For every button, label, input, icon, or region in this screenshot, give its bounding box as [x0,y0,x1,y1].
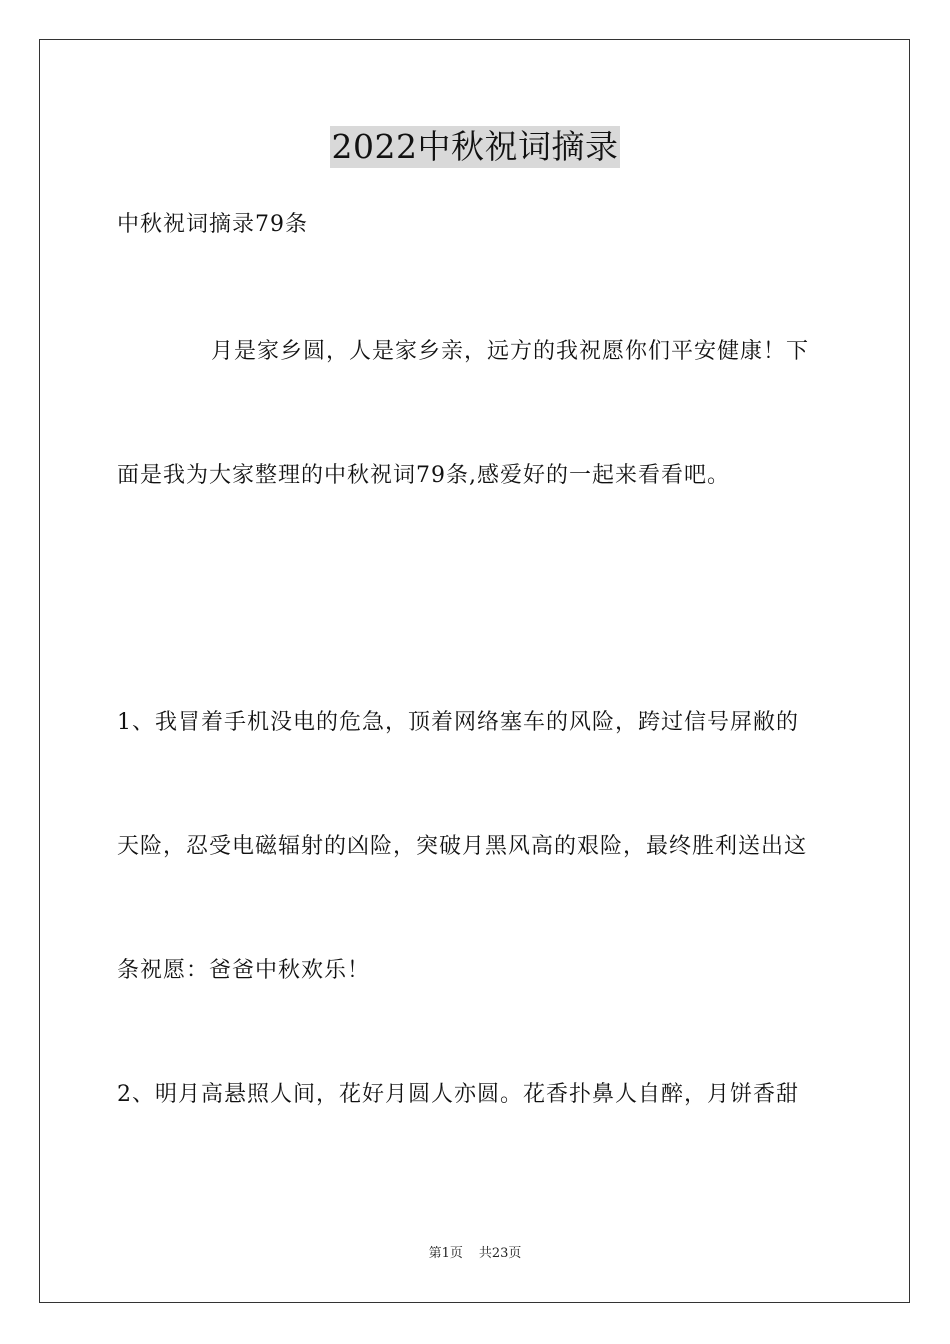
page-total: 共23页 [478,1246,522,1261]
document-subtitle: 中秋祝词摘录79条 [117,212,308,237]
paragraph-line: 1、我冒着手机没电的危急，顶着网络塞车的风险，跨过信号屏敝的 [117,710,799,735]
paragraph-line: 面是我为大家整理的中秋祝词79条,感爱好的一起来看看吧。 [117,463,730,488]
title-container [0,126,950,168]
paragraph-line: 天险，忍受电磁辐射的凶险，突破月黑风高的艰险，最终胜利送出这 [117,834,808,859]
page-number: 第1页 [428,1246,463,1261]
document-title: 2022中秋祝词摘录 [331,127,619,166]
page-footer [0,1245,950,1263]
paragraph-line: 条祝愿：爸爸中秋欢乐！ [117,958,371,983]
paragraph-line: 2、明月高悬照人间，花好月圆人亦圆。花香扑鼻人自醉，月饼香甜 [117,1082,799,1107]
paragraph-line: 月是家乡圆，人是家乡亲，远方的我祝愿你们平安健康！下 [211,339,810,364]
